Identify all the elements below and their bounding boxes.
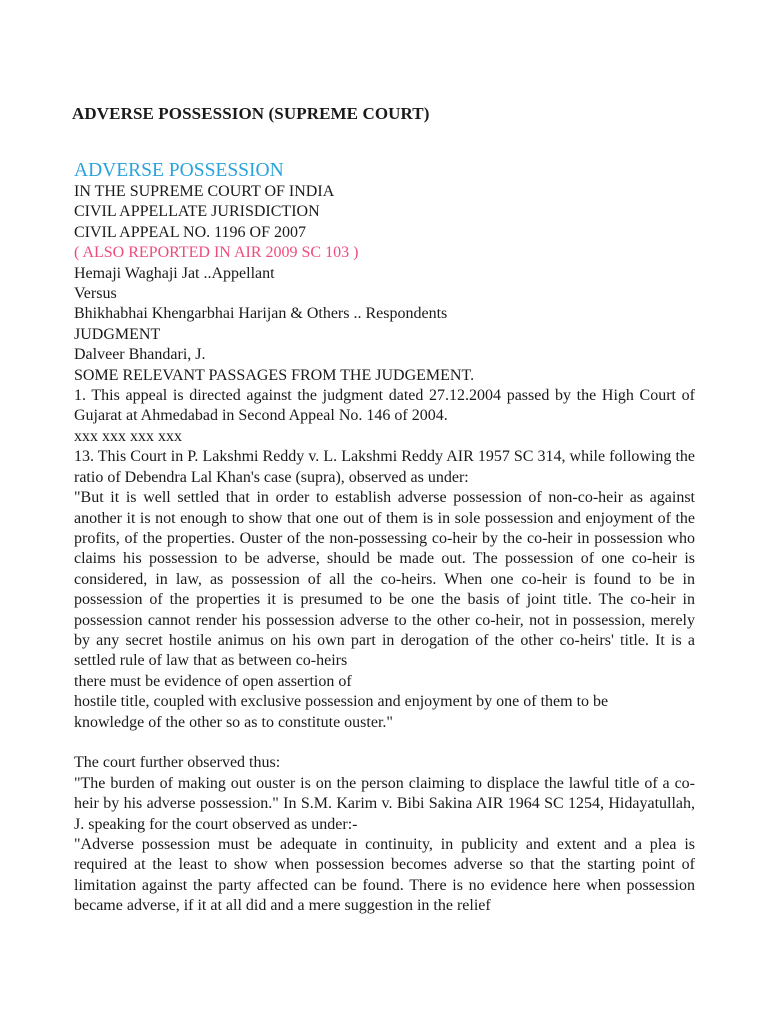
separator: xxx xxx xxx xxx [74, 427, 182, 445]
appeal-number: CIVIL APPEAL NO. 1196 OF 2007 [74, 223, 307, 241]
paragraph-1: 1. This appeal is directed against the judgment dated 27.12.2004 passed by the High Court of Gujarat at Ahmedabad in Second Appeal No. 146 of 2004. [74, 387, 695, 425]
quote-1: "But it is well settled that in order to establish adverse possession of non-co-heir as against another it is not enough to show that one out of them is in sole possession and enjoyment of the profits, of the properties. Ouster of the non-possessing co-heir by the co-heir in possession who claims his possession to be adverse, should be made out. The possession of one co-heir is considered, in law, as possession of all the co-heirs. When one co-heir is found to be in possession of the properties it is presumed to be one the basis of joint title. The co-heir in possession cannot render his possession adverse to the other co-heir, not in possession, merely by any secret hostile animus on his own part in derogation of the other co-heirs' title. It is a settled rule of law that as between co-heirs [74, 489, 695, 670]
further-observed: The court further observed thus: [74, 754, 281, 772]
respondents: Bhikhabhai Khengarbhai Harijan & Others .. Respondents [74, 305, 448, 323]
blank-line [74, 733, 695, 753]
document-title: ADVERSE POSSESSION (SUPREME COURT) [72, 104, 430, 123]
reported-citation: ( ALSO REPORTED IN AIR 2009 SC 103 ) [74, 244, 359, 262]
quote-1-line-2: there must be evidence of open assertion of [74, 672, 352, 690]
versus: Versus [74, 285, 117, 303]
quote-2: "The burden of making out ouster is on the person claiming to displace the lawful title of a co-heir by his adverse possession." In S.M. Karim v. Bibi Sakina AIR 1964 SC 1254, Hidayatullah, J. speaking for the court observed as under:- [74, 774, 695, 833]
paragraph-13: 13. This Court in P. Lakshmi Reddy v. L. Lakshmi Reddy AIR 1957 SC 314, while following the ratio of Debendra Lal Khan's case (supra), observed as under: [74, 448, 695, 486]
court-name: IN THE SUPREME COURT OF INDIA [74, 183, 335, 200]
jurisdiction: CIVIL APPELLATE JURISDICTION [74, 203, 320, 221]
quote-1-line-4: knowledge of the other so as to constitute ouster." [74, 713, 393, 731]
judge-name: Dalveer Bhandari, J. [74, 346, 206, 364]
section-heading: ADVERSE POSSESSION [74, 160, 284, 181]
quote-3: "Adverse possession must be adequate in continuity, in publicity and extent and a plea is required at the least to show when possession becomes adverse so that the starting point of limitation against the party affected can be found. There is no evidence here when possession became adverse, if it at all did and a mere suggestion in the relief [74, 835, 695, 915]
judgment-label: JUDGMENT [74, 325, 161, 343]
quote-1-line-3: hostile title, coupled with exclusive possession and enjoyment by one of them to be [74, 693, 609, 711]
passages-label: SOME RELEVANT PASSAGES FROM THE JUDGEMENT. [74, 366, 475, 384]
document-body [74, 160, 695, 917]
appellant: Hemaji Waghaji Jat ..Appellant [74, 264, 275, 282]
